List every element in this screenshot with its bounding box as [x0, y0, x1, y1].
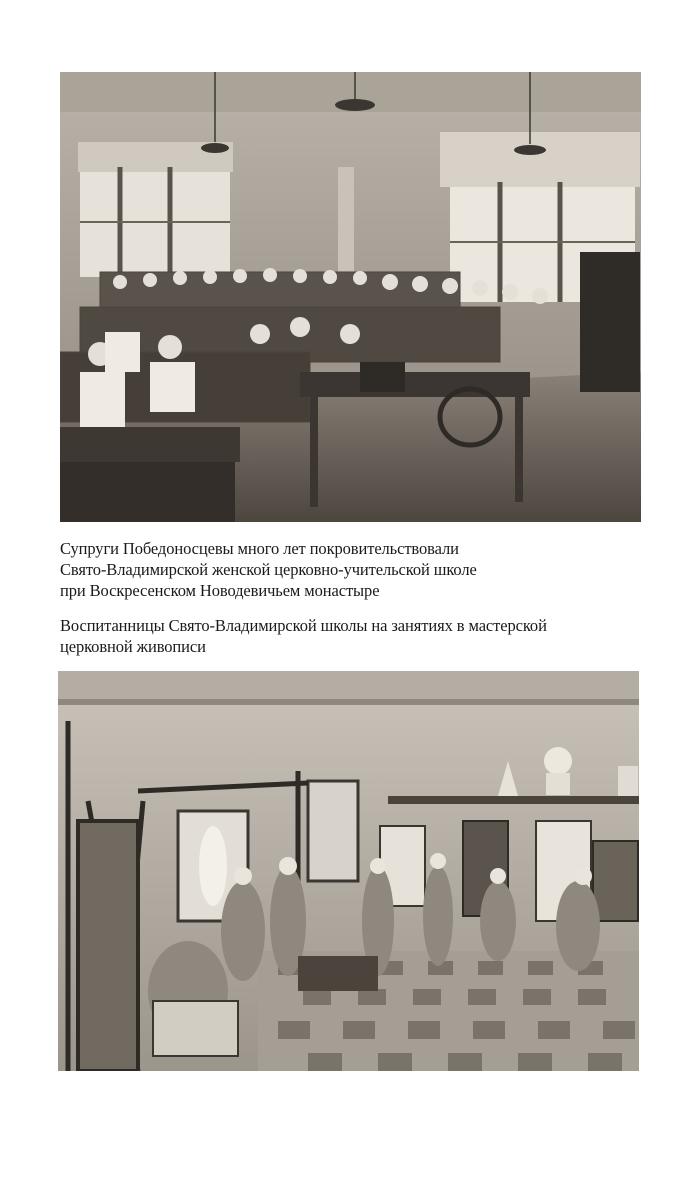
caption-line: Свято-Владимирской женской церковно-учительской школе [60, 560, 477, 579]
caption-line: Воспитанницы Свято-Владимирской школы на занятиях в мастерской [60, 616, 547, 635]
caption-line: при Воскресенском Новодевичьем монастыре [60, 581, 380, 600]
caption-line: Супруги Победоносцевы много лет покровительствовали [60, 539, 459, 558]
caption-line: церковной живописи [60, 637, 206, 656]
workshop-photo [58, 671, 639, 1071]
caption-workshop [60, 615, 660, 657]
classroom-photo [60, 72, 641, 522]
caption-classroom [60, 538, 660, 601]
